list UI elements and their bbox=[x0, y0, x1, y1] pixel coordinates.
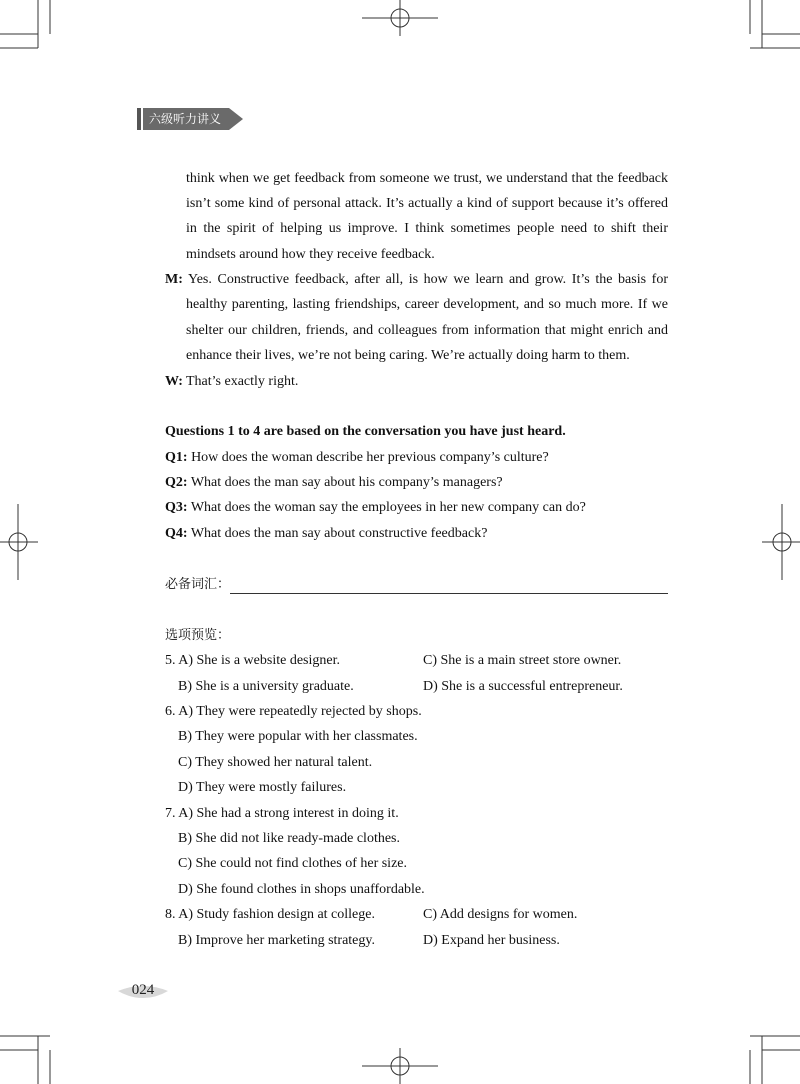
option-7c: C) She could not find clothes of her size. bbox=[178, 856, 408, 871]
question-item bbox=[165, 526, 487, 542]
option-5c: C) She is a main street store owner. bbox=[423, 653, 622, 668]
option-6b: B) They were popular with her classmates. bbox=[178, 729, 418, 744]
page-number: 024 bbox=[131, 982, 155, 998]
option-5d: D) She is a successful entrepreneur. bbox=[423, 679, 623, 694]
speaker-label-w: W: bbox=[165, 374, 183, 389]
transcript-line: Yes. Constructive feedback, after all, is how we learn and grow. It’s the basis for bbox=[188, 272, 668, 287]
transcript-line: That’s exactly right. bbox=[186, 374, 299, 389]
vocab-blank-line[interactable] bbox=[230, 593, 668, 594]
speaker-label-m: M: bbox=[165, 272, 183, 287]
section-header-label: 六级听力讲义 bbox=[143, 108, 229, 130]
transcript-line: enhance their lives, we’re not being caring. We’re actually doing harm to them. bbox=[186, 348, 630, 363]
option-8a: 8. A) Study fashion design at college. bbox=[165, 907, 375, 922]
question-text: What does the man say about constructive feedback? bbox=[190, 526, 488, 541]
question-label: Q4: bbox=[165, 526, 188, 541]
page-number-badge bbox=[118, 980, 168, 1002]
header-accent-bar bbox=[137, 108, 141, 130]
header-arrow bbox=[229, 108, 243, 130]
question-text: What does the man say about his company’s managers? bbox=[190, 475, 503, 490]
question-label: Q3: bbox=[165, 500, 188, 515]
option-8d: D) Expand her business. bbox=[423, 933, 560, 948]
vocab-label: 必备词汇： bbox=[165, 577, 231, 592]
option-5b: B) She is a university graduate. bbox=[178, 679, 354, 694]
option-8c: C) Add designs for women. bbox=[423, 907, 578, 922]
option-6c: C) They showed her natural talent. bbox=[178, 755, 373, 770]
transcript-line: healthy parenting, lasting friendships, career development, and so much more. If we bbox=[186, 297, 668, 312]
question-text: How does the woman describe her previous company’s culture? bbox=[191, 450, 549, 465]
question-item bbox=[165, 475, 503, 491]
transcript-line: isn’t some kind of personal attack. It’s actually a kind of support because it’s offered bbox=[186, 196, 668, 211]
questions-intro: Questions 1 to 4 are based on the conversation you have just heard. bbox=[165, 424, 566, 439]
option-7a: 7. A) She had a strong interest in doing it. bbox=[165, 806, 399, 821]
question-label: Q2: bbox=[165, 475, 188, 490]
transcript-line: mindsets around how they receive feedback. bbox=[186, 247, 435, 262]
transcript-line: think when we get feedback from someone we trust, we understand that the feedback bbox=[186, 171, 668, 186]
section-header-tab bbox=[137, 108, 247, 130]
option-8b: B) Improve her marketing strategy. bbox=[178, 933, 375, 948]
preview-label: 选项预览： bbox=[165, 628, 231, 643]
question-item bbox=[165, 450, 549, 466]
question-item bbox=[165, 500, 586, 516]
question-text: What does the woman say the employees in her new company can do? bbox=[190, 500, 586, 515]
option-6d: D) They were mostly failures. bbox=[178, 780, 347, 795]
question-label: Q1: bbox=[165, 450, 188, 465]
transcript-line: in the spirit of helping us improve. I think sometimes people need to shift their bbox=[186, 221, 668, 236]
option-7b: B) She did not like ready-made clothes. bbox=[178, 831, 400, 846]
transcript-line: shelter our children, friends, and colleagues from information that might enrich and bbox=[186, 323, 668, 338]
option-5a: 5. A) She is a website designer. bbox=[165, 653, 340, 668]
option-7d: D) She found clothes in shops unaffordable. bbox=[178, 882, 425, 897]
option-6a: 6. A) They were repeatedly rejected by shops. bbox=[165, 704, 422, 719]
